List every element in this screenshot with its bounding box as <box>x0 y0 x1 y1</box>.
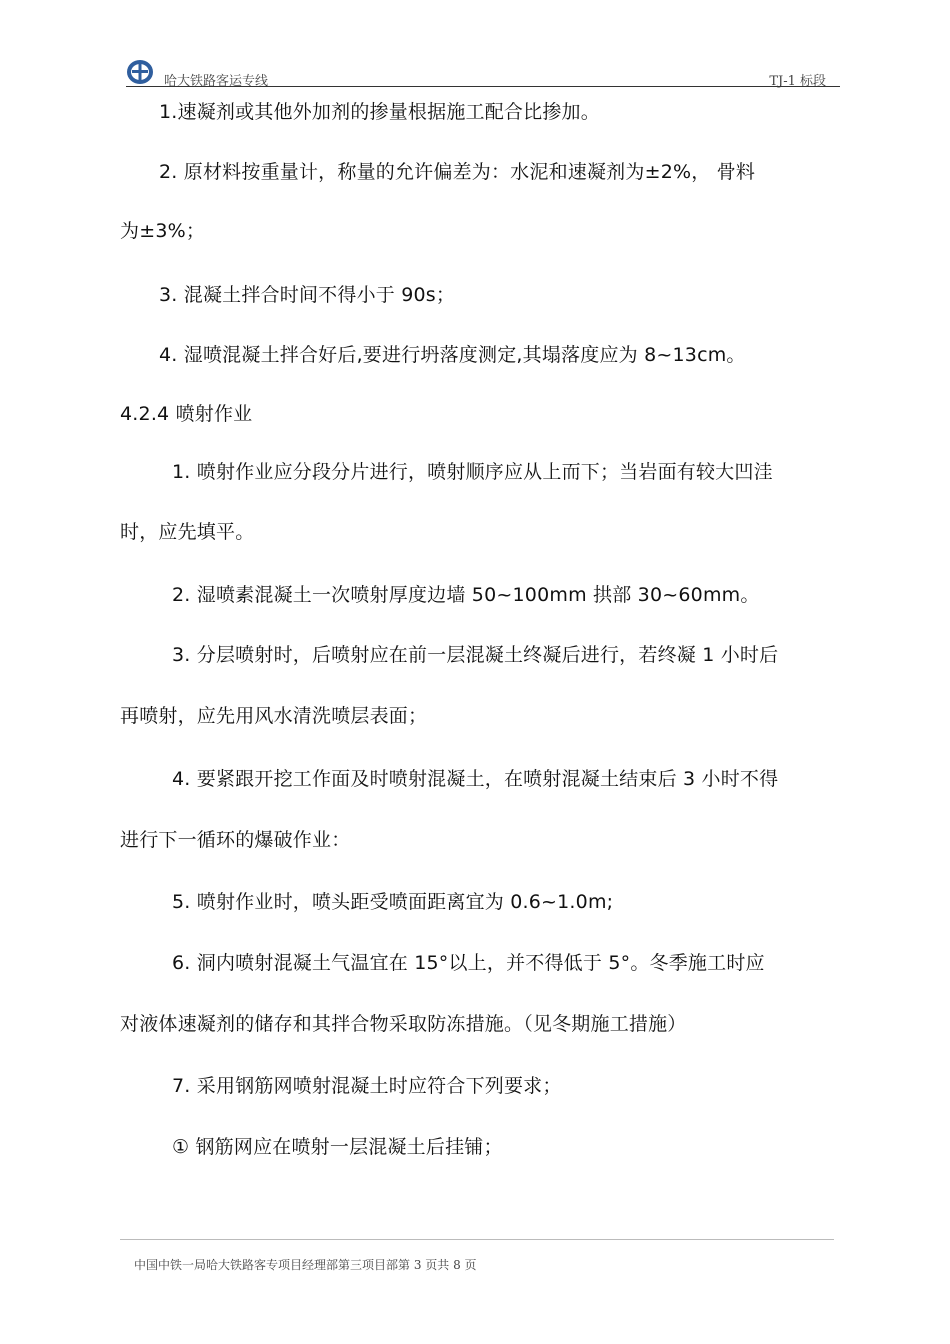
railway-logo-icon <box>126 58 154 86</box>
body-line: 1.速凝剂或其他外加剂的掺量根据施工配合比掺加。 <box>159 101 600 123</box>
body-line: 2. 原材料按重量计，称量的允许偏差为：水泥和速凝剂为±2%， 骨料 <box>159 161 756 183</box>
body-line: 3. 分层喷射时，后喷射应在前一层混凝土终凝后进行，若终凝 1 小时后 <box>172 644 779 666</box>
section-heading: 4.2.4 喷射作业 <box>120 403 253 425</box>
page-header <box>126 58 840 88</box>
body-line: 7. 采用钢筋网喷射混凝土时应符合下列要求； <box>172 1075 562 1097</box>
body-line: 再喷射，应先用风水清洗喷层表面； <box>120 705 428 727</box>
header-section: TJ-1 标段 <box>769 74 826 89</box>
body-line: 对液体速凝剂的储存和其拌合物采取防冻措施。（见冬期施工措施） <box>120 1013 687 1035</box>
body-line: 4. 要紧跟开挖工作面及时喷射混凝土，在喷射混凝土结束后 3 小时不得 <box>172 768 779 790</box>
header-divider <box>126 86 840 87</box>
header-title: 哈大铁路客运专线 <box>164 74 269 89</box>
footer-divider <box>120 1239 834 1240</box>
body-line: 5. 喷射作业时，喷头距受喷面距离宜为 0.6~1.0m; <box>172 891 614 913</box>
body-line: 3. 混凝土拌合时间不得小于 90s； <box>159 284 456 306</box>
body-line: ① 钢筋网应在喷射一层混凝土后挂铺； <box>172 1136 503 1158</box>
body-line: 进行下一循环的爆破作业： <box>120 829 351 851</box>
body-line: 2. 湿喷素混凝土一次喷射厚度边墙 50~100mm 拱部 30~60mm。 <box>172 584 760 606</box>
page-footer: 中国中铁一局哈大铁路客专项目经理部第三项目部第 3 页共 8 页 <box>134 1258 477 1272</box>
body-line: 4. 湿喷混凝土拌合好后,要进行坍落度测定,其塌落度应为 8~13cm。 <box>159 344 746 366</box>
body-line: 1. 喷射作业应分段分片进行，喷射顺序应从上而下；当岩面有较大凹洼 <box>172 461 773 483</box>
body-line: 6. 洞内喷射混凝土气温宜在 15°以上，并不得低于 5°。冬季施工时应 <box>172 952 765 974</box>
body-line: 为±3%； <box>120 220 206 242</box>
body-line: 时，应先填平。 <box>120 521 255 543</box>
